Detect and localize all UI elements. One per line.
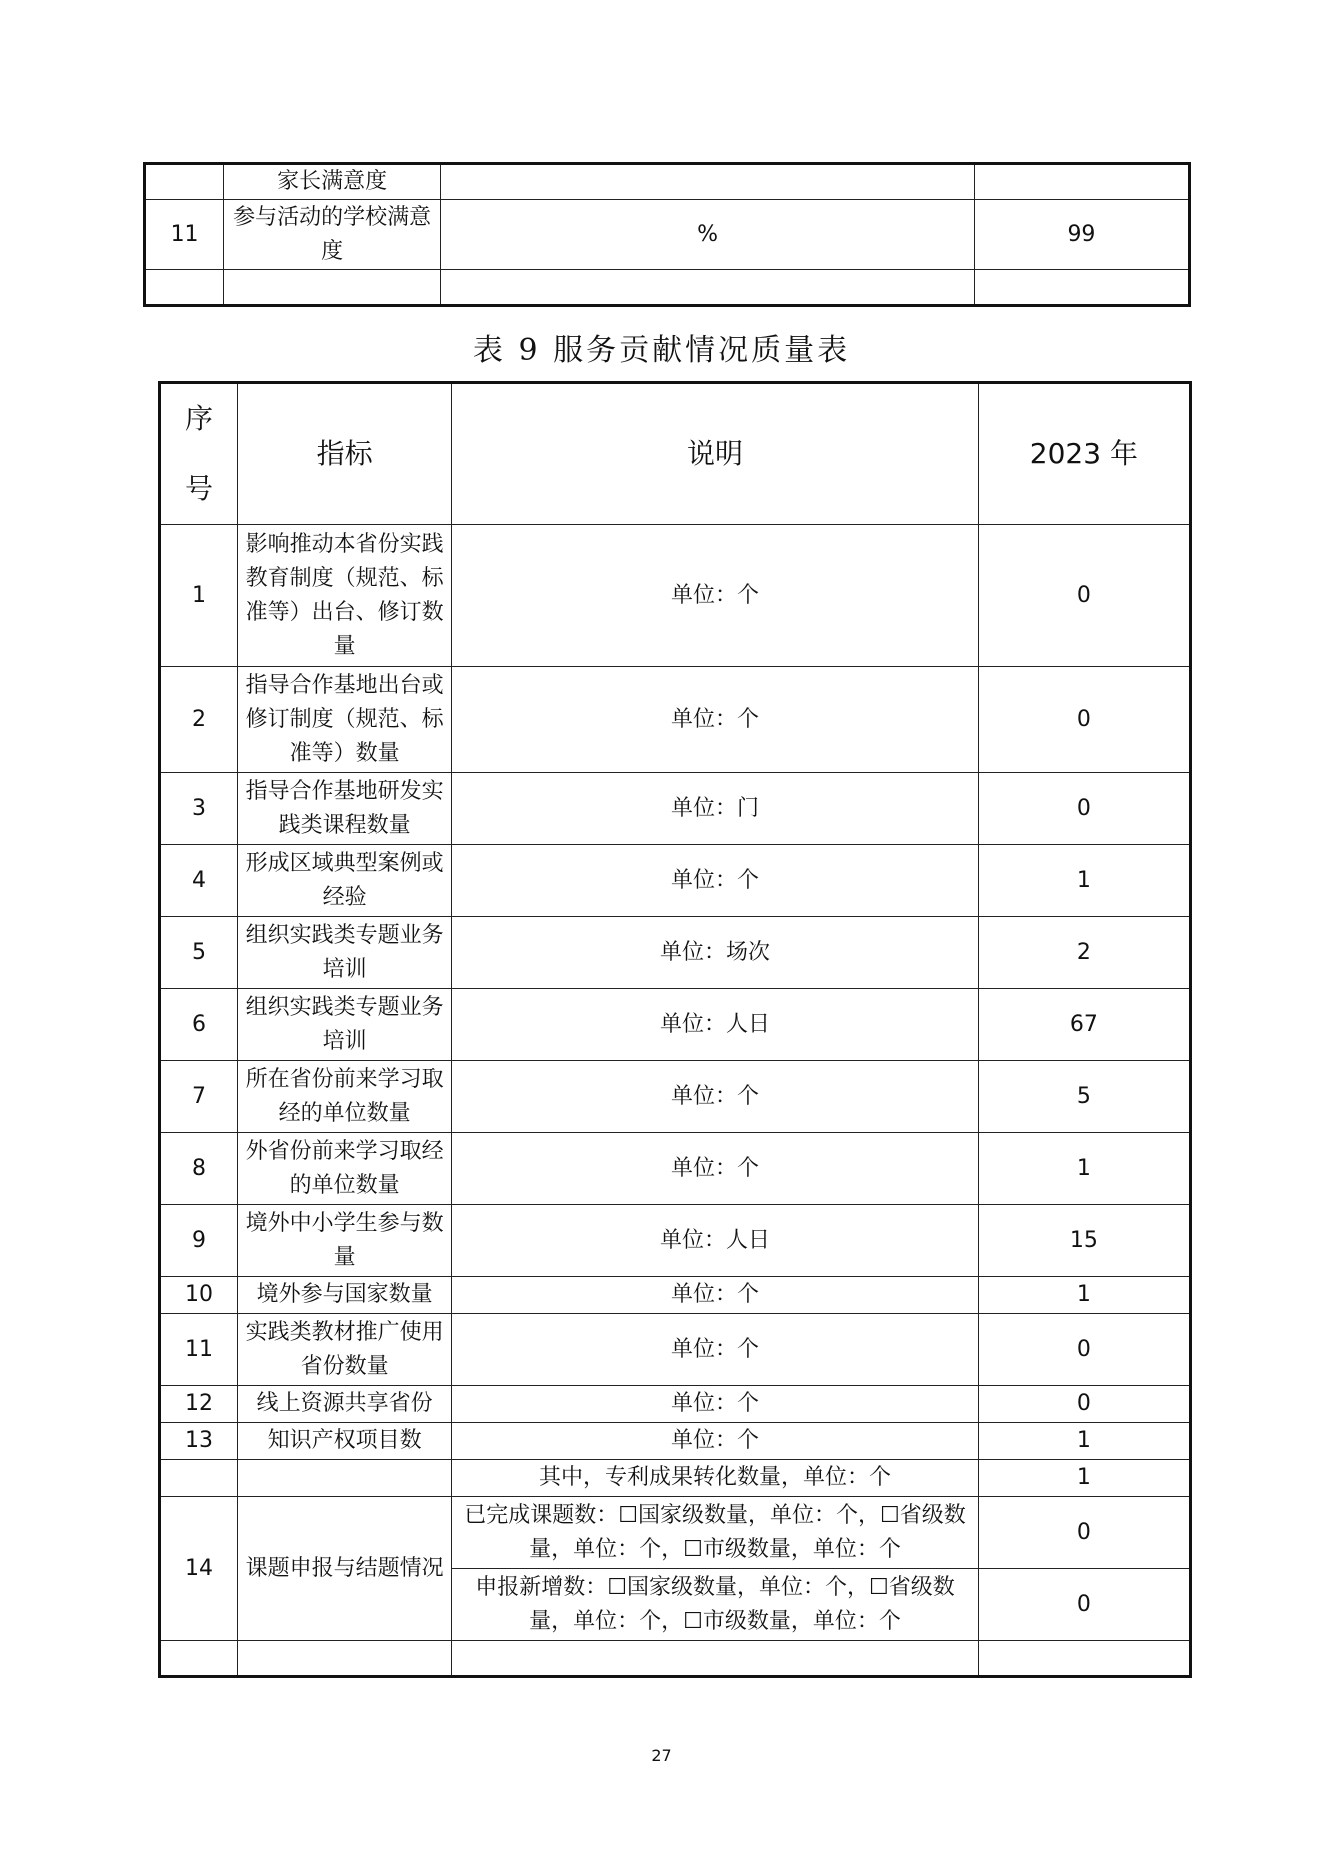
cell-indicator: 境外中小学生参与数量 bbox=[238, 1205, 452, 1277]
cell-desc: 单位：场次 bbox=[452, 917, 979, 989]
table-row bbox=[160, 917, 1191, 989]
cell-value: 0 bbox=[978, 667, 1190, 773]
cell-no: 6 bbox=[160, 989, 238, 1061]
cell-value: 0 bbox=[978, 1569, 1190, 1641]
cell-no: 5 bbox=[160, 917, 238, 989]
cell-desc: 已完成课题数：☐国家级数量，单位：个，☐省级数量，单位：个，☐市级数量，单位：个 bbox=[452, 1497, 979, 1569]
cell-no bbox=[145, 164, 224, 200]
cell-value: 99 bbox=[974, 200, 1189, 270]
cell-no bbox=[160, 1641, 238, 1677]
cell-value: 0 bbox=[978, 1497, 1190, 1569]
cell-desc: 单位：个 bbox=[452, 1133, 979, 1205]
cell-indicator: 线上资源共享省份 bbox=[238, 1386, 452, 1423]
previous-table-tail bbox=[143, 162, 1191, 307]
cell-desc: 单位：人日 bbox=[452, 1205, 979, 1277]
cell-indicator: 所在省份前来学习取经的单位数量 bbox=[238, 1061, 452, 1133]
cell-indicator: 课题申报与结题情况 bbox=[238, 1497, 452, 1641]
cell-value: 1 bbox=[978, 1277, 1190, 1314]
cell-no: 1 bbox=[160, 525, 238, 667]
cell-indicator: 指导合作基地研发实践类课程数量 bbox=[238, 773, 452, 845]
cell-no: 2 bbox=[160, 667, 238, 773]
cell-desc: 单位：个 bbox=[452, 1386, 979, 1423]
cell-desc: 单位：个 bbox=[452, 1061, 979, 1133]
cell-value: 0 bbox=[978, 773, 1190, 845]
header-no: 序号 bbox=[160, 383, 238, 525]
table-header-row bbox=[160, 383, 1191, 525]
cell-desc: 单位：个 bbox=[452, 667, 979, 773]
cell-desc: 单位：个 bbox=[452, 845, 979, 917]
table-row bbox=[160, 1314, 1191, 1386]
table-row bbox=[145, 270, 1190, 306]
cell-indicator: 组织实践类专题业务培训 bbox=[238, 989, 452, 1061]
cell-no: 13 bbox=[160, 1423, 238, 1460]
cell-value: 2 bbox=[978, 917, 1190, 989]
cell-value: 1 bbox=[978, 1460, 1190, 1497]
cell-no: 9 bbox=[160, 1205, 238, 1277]
cell-desc: 单位：个 bbox=[452, 1277, 979, 1314]
cell-no: 8 bbox=[160, 1133, 238, 1205]
table-row bbox=[145, 164, 1190, 200]
cell-indicator: 参与活动的学校满意度 bbox=[224, 200, 441, 270]
cell-indicator: 境外参与国家数量 bbox=[238, 1277, 452, 1314]
cell-value: 1 bbox=[978, 845, 1190, 917]
table-row bbox=[160, 1205, 1191, 1277]
page-number: 27 bbox=[651, 1746, 672, 1765]
table-row bbox=[160, 1133, 1191, 1205]
cell-desc: % bbox=[441, 200, 975, 270]
cell-desc: 单位：人日 bbox=[452, 989, 979, 1061]
cell-no bbox=[145, 270, 224, 306]
table-row bbox=[160, 525, 1191, 667]
cell-desc: 单位：个 bbox=[452, 1423, 979, 1460]
header-value: 2023 年 bbox=[978, 383, 1190, 525]
cell-desc: 单位：个 bbox=[452, 525, 979, 667]
cell-no: 3 bbox=[160, 773, 238, 845]
cell-value bbox=[978, 1641, 1190, 1677]
cell-indicator: 家长满意度 bbox=[224, 164, 441, 200]
cell-no: 12 bbox=[160, 1386, 238, 1423]
cell-desc bbox=[441, 164, 975, 200]
table-row bbox=[160, 1277, 1191, 1314]
table-row bbox=[160, 1423, 1191, 1460]
cell-indicator: 知识产权项目数 bbox=[238, 1423, 452, 1460]
cell-no: 14 bbox=[160, 1497, 238, 1641]
cell-indicator bbox=[238, 1460, 452, 1497]
cell-no: 4 bbox=[160, 845, 238, 917]
cell-desc bbox=[452, 1641, 979, 1677]
cell-indicator: 外省份前来学习取经的单位数量 bbox=[238, 1133, 452, 1205]
cell-value: 67 bbox=[978, 989, 1190, 1061]
cell-indicator: 组织实践类专题业务培训 bbox=[238, 917, 452, 989]
table-row bbox=[160, 667, 1191, 773]
cell-desc: 其中，专利成果转化数量，单位：个 bbox=[452, 1460, 979, 1497]
cell-no: 7 bbox=[160, 1061, 238, 1133]
table-row bbox=[160, 1497, 1191, 1569]
cell-value: 0 bbox=[978, 1386, 1190, 1423]
cell-value: 1 bbox=[978, 1423, 1190, 1460]
cell-indicator: 实践类教材推广使用省份数量 bbox=[238, 1314, 452, 1386]
cell-no: 10 bbox=[160, 1277, 238, 1314]
cell-indicator: 指导合作基地出台或修订制度（规范、标准等）数量 bbox=[238, 667, 452, 773]
table-row bbox=[160, 1460, 1191, 1497]
cell-value: 1 bbox=[978, 1133, 1190, 1205]
cell-indicator bbox=[224, 270, 441, 306]
table-caption: 表 9 服务贡献情况质量表 bbox=[472, 333, 851, 368]
cell-value bbox=[974, 270, 1189, 306]
cell-desc: 申报新增数：☐国家级数量，单位：个，☐省级数量，单位：个，☐市级数量，单位：个 bbox=[452, 1569, 979, 1641]
cell-indicator bbox=[238, 1641, 452, 1677]
cell-no: 11 bbox=[145, 200, 224, 270]
header-indicator: 指标 bbox=[238, 383, 452, 525]
table-row bbox=[160, 845, 1191, 917]
cell-value: 5 bbox=[978, 1061, 1190, 1133]
table-row bbox=[160, 1386, 1191, 1423]
table-row bbox=[160, 773, 1191, 845]
cell-indicator: 影响推动本省份实践教育制度（规范、标准等）出台、修订数量 bbox=[238, 525, 452, 667]
cell-value: 0 bbox=[978, 1314, 1190, 1386]
cell-no bbox=[160, 1460, 238, 1497]
table-row bbox=[145, 200, 1190, 270]
cell-no: 11 bbox=[160, 1314, 238, 1386]
cell-indicator: 形成区域典型案例或经验 bbox=[238, 845, 452, 917]
service-contribution-table bbox=[158, 381, 1192, 1678]
cell-value: 15 bbox=[978, 1205, 1190, 1277]
cell-desc: 单位：个 bbox=[452, 1314, 979, 1386]
cell-value: 0 bbox=[978, 525, 1190, 667]
cell-desc: 单位：门 bbox=[452, 773, 979, 845]
table-row bbox=[160, 1061, 1191, 1133]
cell-desc bbox=[441, 270, 975, 306]
table-row bbox=[160, 989, 1191, 1061]
header-desc: 说明 bbox=[452, 383, 979, 525]
table-row bbox=[160, 1641, 1191, 1677]
cell-value bbox=[974, 164, 1189, 200]
